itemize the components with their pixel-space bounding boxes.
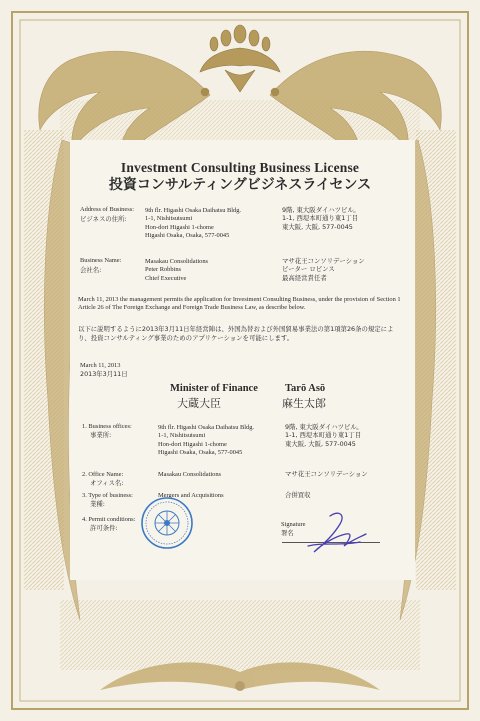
signatory-name-jp: 麻生太郎 [282, 397, 326, 410]
date-jp: 2013年3月11日 [80, 370, 128, 378]
address-label-en: Address of Business: [80, 206, 134, 213]
item-type-label-jp: 業種: [90, 500, 105, 508]
date-en: March 11, 2013 [80, 362, 121, 369]
signature-label-jp: 署名 [281, 529, 294, 537]
address-line-jp: 9階, 東大阪ダイハツビル。 [282, 206, 360, 214]
address-line-jp: 東大阪, 大阪, 577-0045 [282, 222, 353, 231]
item-office-name-label-jp: オフィス名: [90, 479, 124, 487]
address-lines-jp [282, 206, 360, 231]
address-line-jp: 1-1, 西堤本町通り東1丁目 [282, 214, 359, 223]
business-name-line-jp: ピーター ロビンス [282, 265, 335, 274]
permit-paragraph-jp: 以下に説明するように2013年3月11日年経営陣は、外国為替および外国貿易事業法の第1項第26条の規定により、投資コンサルティング事業のためのアプリケーションを可能にします。 [78, 325, 394, 342]
address-line: 1-1, Nishitsutsumi [145, 215, 193, 223]
business-name-line: Chief Executive [145, 274, 187, 282]
signature-label-en: Signature [281, 521, 306, 528]
business-name-lines-jp [282, 257, 365, 282]
offices-line: 1-1, Nishitsutsumi [158, 432, 206, 440]
bottom-band [60, 600, 420, 670]
item-office-name-label-en: 2. Office Name: [82, 471, 124, 478]
address-lines-en [145, 207, 241, 240]
item-type-value-jp: 合併買収 [285, 491, 311, 499]
title-english: Investment Consulting Business License [120, 160, 360, 175]
offices-line-jp: 東大阪, 大阪, 577-0045 [285, 439, 356, 448]
business-name-label-en: Business Name: [80, 257, 122, 264]
offices-line-jp: 1-1, 西堤本町通り東1丁目 [285, 431, 362, 440]
item-office-name-value-en: Masakau Consolidations [158, 471, 222, 478]
address-line: Hon-dori Higashi 1-chome [145, 223, 214, 231]
address-label-jp: ビジネスの住所: [80, 215, 127, 223]
offices-line: Hon-dori Higashi 1-chome [158, 440, 227, 448]
business-name-label-jp: 会社名: [80, 266, 102, 274]
offices-line: 9th flr. Higashi Osaka Daihatsu Bldg. [158, 424, 255, 431]
address-line: Higashi Osaka, Osaka, 577-0045 [145, 231, 230, 239]
item-permit-label-jp: 許可条件: [90, 524, 118, 532]
handwritten-signature [300, 508, 378, 558]
item-offices-lines-jp [285, 423, 363, 448]
business-name-line-jp: 最高経営責任者 [282, 273, 327, 282]
business-name-line: Peter Robbins [145, 266, 182, 274]
item-offices-label-en: 1. Business offices: [82, 423, 132, 430]
item-offices-label-jp: 事業所: [90, 431, 112, 439]
minister-title-en: Minister of Finance [170, 383, 258, 394]
permit-paragraph-en: March 11, 2013 the management permits the application for Investment Consulting Business, under the provision of Section 1 Article 26 of The Foreign Exchange and Foreign Trade Business Law, as describe below. [78, 296, 401, 312]
minister-title-jp: 大蔵大臣 [177, 397, 221, 410]
item-type-label-en: 3. Type of business: [82, 492, 133, 499]
item-type-value-en: Mergers and Acquisitions [158, 492, 224, 499]
item-offices-lines-en [158, 424, 254, 457]
paulownia-crest-icon [200, 25, 280, 92]
item-permit-label-en: 4. Permit conditions: [82, 516, 136, 523]
signatory-name-en: Tarō Asō [285, 383, 326, 394]
address-line: 9th flr. Higashi Osaka Daihatsu Bldg. [145, 207, 242, 214]
business-name-line-jp: マサ花王コンソリデーション [282, 257, 365, 265]
business-name-line: Masakau Consolidations [145, 258, 209, 265]
offices-line-jp: 9階, 東大阪ダイハツビル。 [285, 423, 363, 431]
business-name-lines-en [145, 258, 208, 283]
offices-line: Higashi Osaka, Osaka, 577-0045 [158, 448, 243, 456]
title-japanese: 投資コンサルティングビジネスライセンス [108, 177, 372, 193]
item-office-name-value-jp: マサ花王コンソリデーション [285, 470, 368, 478]
official-seal-icon [140, 496, 194, 550]
